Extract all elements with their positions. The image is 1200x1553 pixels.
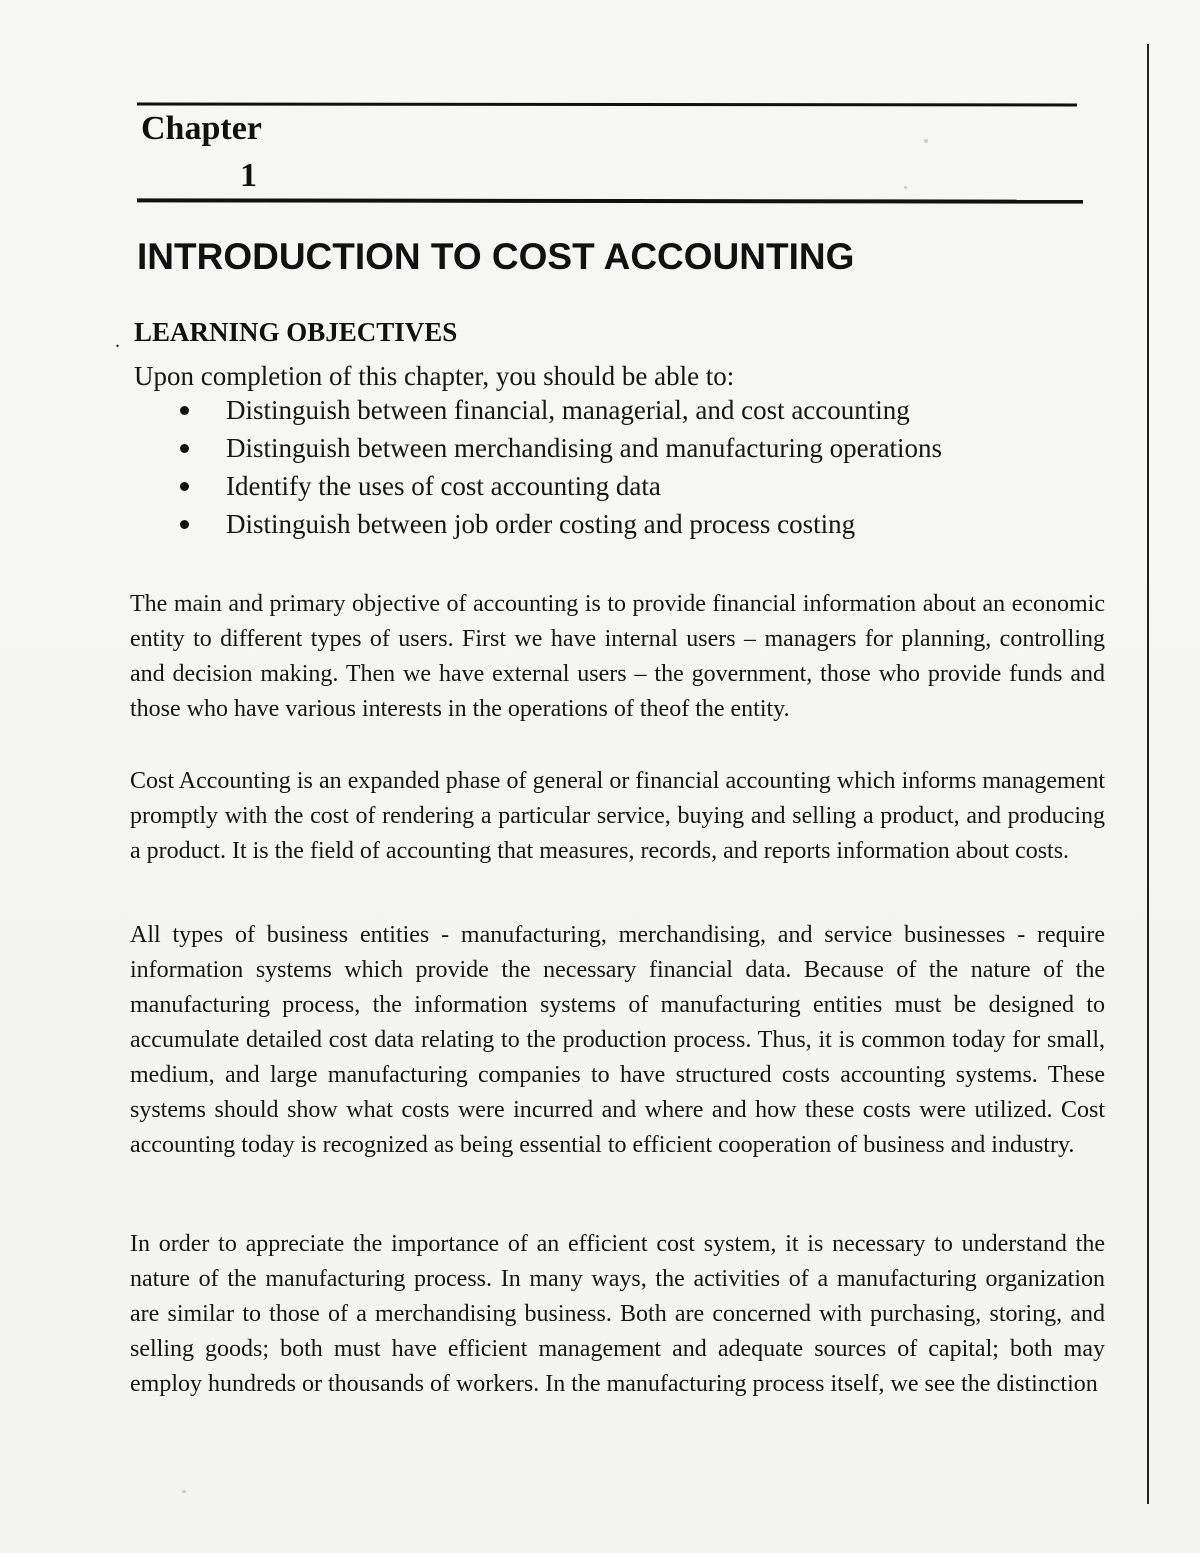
body-paragraph-2: Cost Accounting is an expanded phase of general or financial accounting which informs management promptly with the cost of rendering a particular service, buying and selling a product, and producing a product. It is the field of accounting that measures, records, and reports information about costs. (130, 768, 1105, 864)
bullet-icon (180, 406, 189, 415)
bullet-icon (180, 482, 189, 491)
learning-objectives-intro: Upon completion of this chapter, you should be able to: (134, 361, 735, 391)
learning-objectives-heading: LEARNING OBJECTIVES (134, 317, 458, 347)
margin-dot: . (115, 330, 120, 352)
body-paragraph-3: All types of business entities - manufacturing, merchandising, and service businesses - require information systems which provide the necessary financial data. Because of the nature of the manufacturing process, the information systems of manufacturing entities must be designed to accumulate detailed cost data relating to the production process. Thus, it is common today for small, medium, and large manufacturing companies to have structured costs accounting systems. These systems should show what costs were incurred and where and how these costs were utilized. Cost accounting today is recognized as being essential to efficient cooperation of business and industry. (130, 922, 1105, 1158)
page-right-edge (1147, 44, 1149, 1504)
objective-item (175, 507, 1075, 545)
chapter-title: INTRODUCTION TO COST ACCOUNTING (137, 236, 855, 277)
body-paragraph-1: The main and primary objective of accounting is to provide financial information about an economic entity to different types of users. First we have internal users – managers for planning, controlling and decision making. Then we have external users – the government, those who provide funds and those who have various interests in the operations of theof the entity. (130, 591, 1105, 722)
chapter-number: 1 (240, 157, 257, 194)
objective-item (175, 393, 1075, 431)
scan-speck (904, 186, 907, 189)
chapter-top-rule (137, 103, 1077, 107)
chapter-label: Chapter (141, 110, 262, 147)
learning-objectives-list (175, 393, 1075, 545)
bullet-icon (180, 520, 189, 529)
body-paragraph-4: In order to appreciate the importance of an efficient cost system, it is necessary to understand the nature of the manufacturing process. In many ways, the activities of a manufacturing organization are similar to those of a merchandising business. Both are concerned with purchasing, storing, and selling goods; both must have efficient management and adequate sources of capital; both may employ hundreds or thousands of workers. In the manufacturing process itself, we see the distinction (130, 1231, 1105, 1397)
chapter-bottom-rule (137, 198, 1083, 203)
objective-text: Distinguish between merchandising and manufacturing operations (226, 433, 943, 463)
bullet-icon (180, 444, 189, 453)
objective-text: Distinguish between financial, managerial, and cost accounting (226, 395, 910, 425)
objective-item (175, 431, 1075, 469)
objective-item (175, 469, 1075, 507)
objective-text: Identify the uses of cost accounting data (226, 471, 661, 501)
scan-speck (924, 139, 928, 143)
objective-text: Distinguish between job order costing and process costing (226, 509, 856, 539)
scan-speck (182, 1490, 186, 1493)
